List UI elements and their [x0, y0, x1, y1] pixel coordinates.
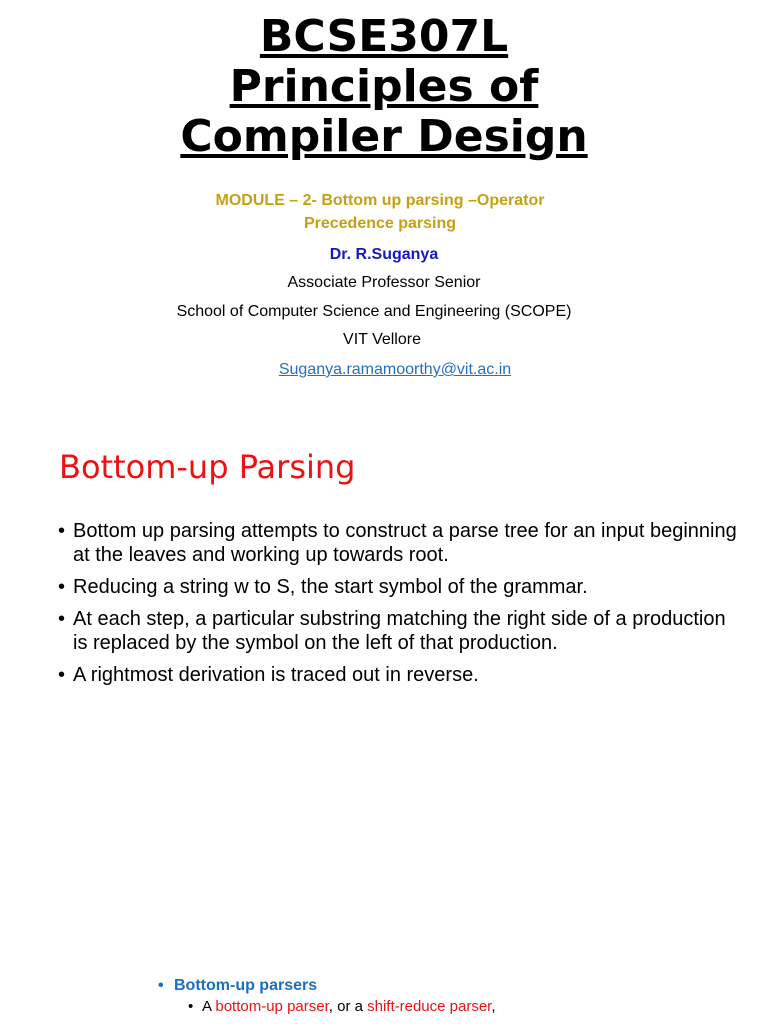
- bullet-text: Bottom up parsing attempts to construct a parse tree for an input beginning at the leaves and working up towards root.: [73, 520, 737, 566]
- subsection-heading-text: Bottom-up parsers: [174, 977, 318, 994]
- bullet-icon: •: [58, 576, 66, 598]
- author-city: VIT Vellore: [343, 331, 421, 348]
- line-suffix: ,: [491, 998, 496, 1015]
- bullet-item: [58, 663, 738, 687]
- author-role: Associate Professor Senior: [287, 274, 481, 291]
- module-subtitle: MODULE – 2- Bottom up parsing –Operator Precedence parsing: [215, 192, 545, 232]
- subsection: [158, 975, 718, 1017]
- line-connector: , or a: [328, 998, 363, 1015]
- bullet-icon: •: [158, 977, 164, 994]
- bullet-list: [58, 519, 738, 695]
- bullet-icon: •: [58, 520, 66, 542]
- page-title: [0, 12, 768, 162]
- bullet-icon: •: [188, 998, 194, 1015]
- title-line-1: BCSE307L: [259, 11, 509, 62]
- bullet-text: Reducing a string w to S, the start symbol of the grammar.: [73, 576, 588, 598]
- bullet-item: [58, 607, 738, 655]
- title-line-3: Compiler Design: [180, 111, 588, 162]
- author-school: School of Computer Science and Engineering (SCOPE): [176, 303, 572, 320]
- line-prefix: A: [202, 998, 212, 1015]
- title-line-2: Principles of: [229, 61, 539, 112]
- term-bottom-up-parser: bottom-up parser: [215, 998, 329, 1015]
- bullet-icon: •: [58, 608, 66, 630]
- bullet-item: [58, 519, 738, 567]
- bullet-item: [58, 575, 738, 599]
- section-title: Bottom-up Parsing: [59, 448, 356, 486]
- subsection-heading: [158, 975, 718, 997]
- bullet-text: A rightmost derivation is traced out in reverse.: [73, 664, 479, 686]
- bullet-icon: •: [58, 664, 66, 686]
- bullet-text: At each step, a particular substring matching the right side of a production is replaced by the symbol on the left of that production.: [73, 608, 726, 654]
- subsection-line: [158, 997, 718, 1017]
- term-shift-reduce-parser: shift-reduce parser: [367, 998, 492, 1015]
- author-name: Dr. R.Suganya: [329, 246, 439, 263]
- author-email-link[interactable]: Suganya.ramamoorthy@vit.ac.in: [278, 361, 512, 378]
